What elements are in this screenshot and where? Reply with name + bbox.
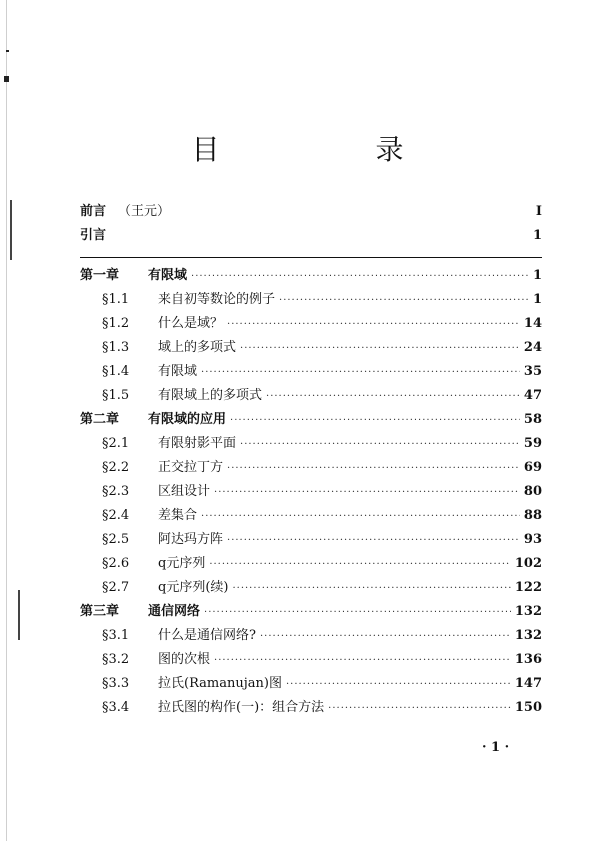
toc-number: §3.1 xyxy=(102,628,130,643)
toc-number: §3.4 xyxy=(102,700,130,715)
toc-leader xyxy=(266,385,520,409)
toc-label: 前言 xyxy=(80,204,107,219)
toc-number: §2.7 xyxy=(102,580,130,595)
toc-label: 来自初等数论的例子 xyxy=(158,292,276,307)
toc-page-number: 93 xyxy=(523,532,542,547)
toc-section-row[interactable] xyxy=(80,696,542,720)
toc-preface[interactable] xyxy=(80,200,542,224)
toc-page-number: 58 xyxy=(523,412,542,427)
toc-label: 通信网络 xyxy=(148,604,201,619)
toc-page-number: 47 xyxy=(523,388,542,403)
toc-number: 第一章 xyxy=(80,268,120,283)
toc-section-row[interactable] xyxy=(80,504,542,528)
toc-label: 有限域 xyxy=(158,364,198,379)
toc-leader xyxy=(201,361,520,385)
toc-note: （王元） xyxy=(118,204,171,219)
toc-number: §2.5 xyxy=(102,532,130,547)
toc-leader xyxy=(230,409,520,433)
toc-section-row[interactable] xyxy=(80,360,542,384)
toc-number: §1.2 xyxy=(102,316,130,331)
toc-leader xyxy=(214,481,520,505)
toc-page-number: 88 xyxy=(523,508,542,523)
toc-page-number: 136 xyxy=(514,652,542,667)
toc-section-row[interactable] xyxy=(80,432,542,456)
toc-label: 有限域的应用 xyxy=(148,412,227,427)
toc-number: §1.3 xyxy=(102,340,130,355)
toc-page-number: 122 xyxy=(514,580,542,595)
toc-section-row[interactable] xyxy=(80,336,542,360)
toc-leader xyxy=(328,697,511,721)
toc-label: 有限域 xyxy=(148,268,188,283)
toc-page-number: 150 xyxy=(514,700,542,715)
toc-section-row[interactable] xyxy=(80,384,542,408)
toc-section-row[interactable] xyxy=(80,288,542,312)
toc-label: q元序列 xyxy=(158,556,206,571)
toc-page-number: 59 xyxy=(523,436,542,451)
toc-label: 拉氏图的构作(一)：组合方法 xyxy=(158,700,325,715)
toc-page-number: I xyxy=(535,204,542,219)
page-number-footer: · 1 · xyxy=(482,740,510,755)
toc-leader xyxy=(204,601,511,625)
toc-label: 图的次根 xyxy=(158,652,211,667)
toc-page-number: 102 xyxy=(514,556,542,571)
toc-number: §1.1 xyxy=(102,292,130,307)
toc-number: §3.2 xyxy=(102,652,130,667)
toc-label: 差集合 xyxy=(158,508,198,523)
toc-label: 什么是域？ xyxy=(158,316,224,331)
toc-leader xyxy=(260,625,511,649)
toc-introduction[interactable] xyxy=(80,224,542,248)
toc-section-row[interactable] xyxy=(80,576,542,600)
toc-section-row[interactable] xyxy=(80,648,542,672)
toc-chapter-row[interactable] xyxy=(80,264,542,288)
toc-leader xyxy=(191,265,529,289)
toc-label: q元序列(续) xyxy=(158,580,229,595)
toc-number: §2.3 xyxy=(102,484,130,499)
toc-page-number: 1 xyxy=(532,292,542,307)
toc-section-row[interactable] xyxy=(80,456,542,480)
toc-leader xyxy=(227,529,520,553)
toc-leader xyxy=(214,649,511,673)
toc-leader xyxy=(240,337,520,361)
toc-page-number: 147 xyxy=(514,676,542,691)
toc-section-row[interactable] xyxy=(80,552,542,576)
toc-number: §3.3 xyxy=(102,676,130,691)
toc-page-number: 132 xyxy=(514,628,542,643)
toc-number: §2.6 xyxy=(102,556,130,571)
toc-page-number: 1 xyxy=(532,268,542,283)
toc-number: §2.1 xyxy=(102,436,130,451)
toc-chapter-row[interactable] xyxy=(80,600,542,624)
toc-label: 拉氏(Ramanujan)图 xyxy=(158,676,282,691)
page-title: 目 录 xyxy=(191,133,468,166)
page-edge xyxy=(6,0,7,841)
toc-leader xyxy=(227,457,520,481)
toc-label: 区组设计 xyxy=(158,484,211,499)
toc-number: §2.4 xyxy=(102,508,130,523)
toc-number: 第三章 xyxy=(80,604,120,619)
toc-label: 域上的多项式 xyxy=(158,340,237,355)
toc-section-row[interactable] xyxy=(80,312,542,336)
toc-section-row[interactable] xyxy=(80,672,542,696)
toc-page-number: 69 xyxy=(523,460,542,475)
toc-page-number: 24 xyxy=(523,340,542,355)
toc-chapter-row[interactable] xyxy=(80,408,542,432)
toc-number: §2.2 xyxy=(102,460,130,475)
toc-page-number: 14 xyxy=(523,316,542,331)
toc-label: 有限射影平面 xyxy=(158,436,237,451)
toc-leader xyxy=(240,433,520,457)
toc-label: 引言 xyxy=(80,228,107,243)
toc-entries xyxy=(80,264,542,720)
toc-label: 正交拉丁方 xyxy=(158,460,224,475)
toc-label: 有限域上的多项式 xyxy=(158,388,263,403)
toc-leader xyxy=(279,289,529,313)
toc-page-number: 80 xyxy=(523,484,542,499)
toc-page-number: 1 xyxy=(532,228,542,243)
toc-page-number: 132 xyxy=(514,604,542,619)
toc-leader xyxy=(201,505,520,529)
toc-leader xyxy=(209,553,511,577)
toc-label: 什么是通信网络? xyxy=(158,628,256,643)
toc-number: §1.5 xyxy=(102,388,130,403)
toc-number: 第二章 xyxy=(80,412,120,427)
toc-leader xyxy=(227,313,520,337)
table-of-contents xyxy=(80,200,542,720)
toc-number: §1.4 xyxy=(102,364,130,379)
toc-leader xyxy=(286,673,511,697)
toc-section-row[interactable] xyxy=(80,480,542,504)
divider-rule xyxy=(80,257,542,258)
toc-section-row[interactable] xyxy=(80,624,542,648)
toc-label: 阿达玛方阵 xyxy=(158,532,224,547)
toc-leader xyxy=(232,577,510,601)
toc-page-number: 35 xyxy=(523,364,542,379)
toc-section-row[interactable] xyxy=(80,528,542,552)
